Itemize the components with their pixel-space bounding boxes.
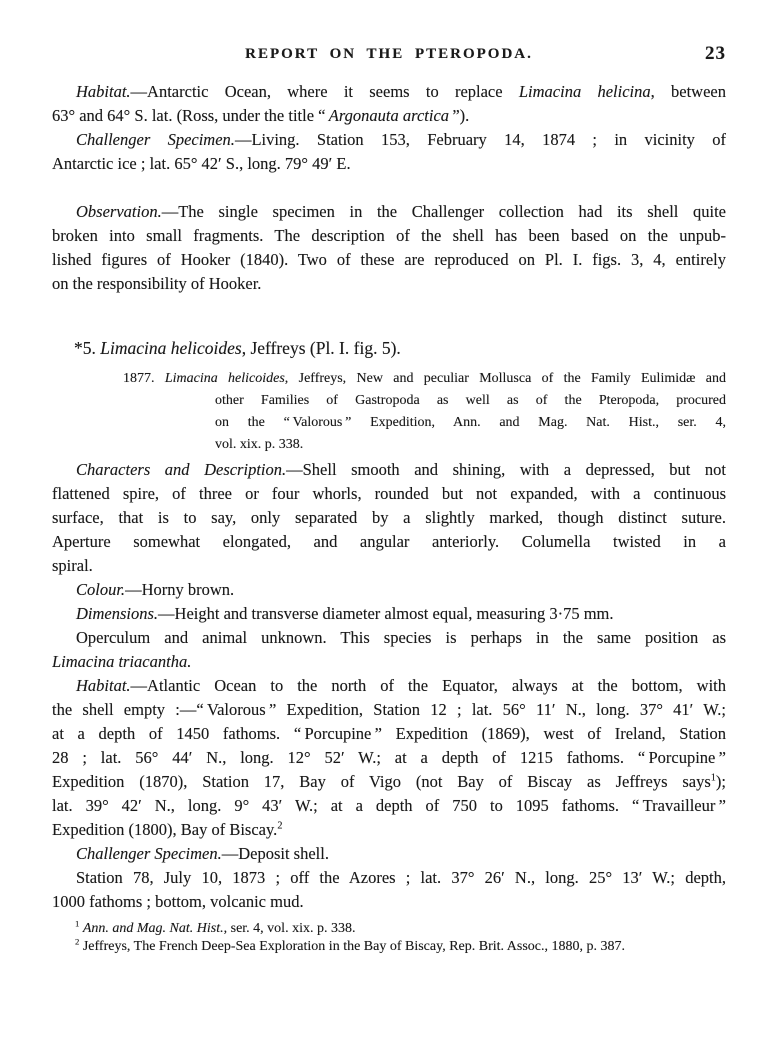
- text-segment: Operculum and animal unknown. This species is perhaps in the same position as: [76, 628, 726, 647]
- text-segment: on the “ Valorous ” Expedition, Ann. and Mag. Nat. Hist., ser. 4,: [215, 415, 726, 430]
- text-segment: , Jeffreys (Pl. I. fig. 5).: [241, 338, 401, 358]
- text-segment: Colour.: [76, 580, 126, 599]
- text-segment: Challenger Specimen.: [76, 844, 222, 863]
- text-segment: Observation.: [76, 202, 162, 221]
- text-line: [52, 128, 726, 152]
- text-line: [52, 224, 726, 248]
- text-segment: Challenger Specimen.: [76, 130, 235, 149]
- text-segment: Argonauta arctica: [328, 106, 450, 125]
- text-segment: lat. 39° 42′ N., long. 9° 43′ W.; at a depth of 750 to 1095 fathoms. “ Travailleur ”: [52, 796, 726, 815]
- para-observation: [52, 200, 726, 296]
- text-segment: —Horny brown.: [125, 580, 235, 599]
- text-line: [52, 104, 726, 128]
- text-line: [52, 842, 726, 866]
- text-segment: —Living. Station 153, February 14, 1874 ; in vicinity of: [234, 130, 726, 149]
- text-segment: Limacina helicoides: [164, 371, 285, 386]
- text-line: [52, 530, 726, 554]
- text-segment: Aperture somewhat elongated, and angular anteriorly. Columella twisted in a: [52, 532, 726, 551]
- text-segment: on the responsibility of Hooker.: [52, 274, 262, 293]
- para-colour: [52, 578, 726, 602]
- text-segment: Dimensions.: [76, 604, 159, 623]
- text-segment: 1877.: [123, 371, 165, 386]
- text-line: [52, 336, 726, 360]
- text-line: [52, 80, 726, 104]
- text-line: [52, 458, 726, 482]
- text-segment: ”).: [449, 106, 470, 125]
- text-line: [52, 746, 726, 770]
- text-segment: Station 78, July 10, 1873 ; off the Azores ; lat. 37° 26′ N., long. 25° 13′ W.; depth,: [76, 868, 726, 887]
- text-segment: lished figures of Hooker (1840). Two of these are reproduced on Pl. I. figs. 3, 4, entirely: [52, 250, 726, 269]
- text-segment: Expedition (1870), Station 17, Bay of Vigo (not Bay of Biscay as Jeffreys says: [52, 772, 711, 791]
- para-operculum: [52, 626, 726, 674]
- para-characters-description: [52, 458, 726, 578]
- text-line: [52, 554, 726, 578]
- text-line: [215, 434, 726, 456]
- text-line: [52, 890, 726, 914]
- footnotes: [52, 920, 726, 956]
- text-segment: Jeffreys, The French Deep-Sea Exploration in the Bay of Biscay, Rep. Brit. Assoc., 1880, p. 387.: [79, 939, 625, 954]
- text-segment: —The single specimen in the Challenger collection had its shell quite: [161, 202, 726, 221]
- text-segment: );: [715, 772, 726, 791]
- text-line: [52, 938, 726, 956]
- text-segment: at a depth of 1450 fathoms. “ Porcupine ” Expedition (1869), west of Ireland, Station: [52, 724, 726, 743]
- text-segment: , ser. 4, vol. xix. p. 338.: [223, 921, 356, 936]
- text-line: [52, 818, 726, 842]
- text-line: [52, 674, 726, 698]
- text-segment: 28 ; lat. 56° 44′ N., long. 12° 52′ W.; at a depth of 1215 fathoms. “ Porcupine ”: [52, 748, 726, 767]
- text-segment: Habitat.: [76, 82, 131, 101]
- text-line: [52, 866, 726, 890]
- text-line: [52, 770, 726, 794]
- footnote-marker: 1: [710, 772, 716, 784]
- para-dimensions: [52, 602, 726, 626]
- text-segment: surface, that is to say, only separated by a slightly marked, though distinct suture.: [52, 508, 726, 527]
- text-segment: Antarctic ice ; lat. 65° 42′ S., long. 79° 49′ E.: [52, 154, 351, 173]
- text-segment: Limacina triacantha.: [52, 652, 192, 671]
- text-segment: —Deposit shell.: [221, 844, 329, 863]
- text-segment: Characters and Description.: [76, 460, 287, 479]
- para-challenger-specimen-deposit: [52, 842, 726, 866]
- text-line: [52, 152, 726, 176]
- text-line: [215, 412, 726, 434]
- text-segment: flattened spire, of three or four whorls, rounded but not expanded, with a continuous: [52, 484, 726, 503]
- text-line: [52, 626, 726, 650]
- text-segment: —Antarctic Ocean, where it seems to replace: [130, 82, 519, 101]
- footnote-marker: 1: [75, 920, 80, 929]
- text-segment: *5.: [74, 338, 101, 358]
- text-line: [215, 390, 726, 412]
- text-segment: —Atlantic Ocean to the north of the Equator, always at the bottom, with: [130, 676, 726, 695]
- text-line: [52, 272, 726, 296]
- footnote-marker: 2: [277, 820, 283, 832]
- text-line: [52, 698, 726, 722]
- text-segment: Ann. and Mag. Nat. Hist.: [82, 921, 224, 936]
- text-segment: spiral.: [52, 556, 93, 575]
- para-habitat-atlantic: [52, 674, 726, 842]
- text-line: [52, 482, 726, 506]
- text-segment: Limacina helicoides: [100, 338, 242, 358]
- text-line: [52, 248, 726, 272]
- text-line: [52, 578, 726, 602]
- reference-1877: [52, 368, 726, 456]
- page-content: [52, 0, 726, 956]
- text-line: [52, 920, 726, 938]
- text-segment: Limacina helicina: [518, 82, 651, 101]
- text-segment: , between: [650, 82, 726, 101]
- text-line: [52, 506, 726, 530]
- text-segment: the shell empty :—“ Valorous ” Expedition, Station 12 ; lat. 56° 11′ N., long. 37° 41′ W.;: [52, 700, 726, 719]
- page-header-title: REPORT ON THE PTEROPODA.: [245, 46, 533, 62]
- text-segment: broken into small fragments. The description of the shell has been based on the unpub-: [52, 226, 726, 245]
- text-line: [52, 602, 726, 626]
- page-number: 23: [705, 43, 726, 64]
- text-segment: 1000 fathoms ; bottom, volcanic mud.: [52, 892, 304, 911]
- text-line: [52, 650, 726, 674]
- text-line: [52, 794, 726, 818]
- text-segment: 63° and 64° S. lat. (Ross, under the title “: [52, 106, 329, 125]
- text-segment: —Height and transverse diameter almost equal, measuring 3·75 mm.: [158, 604, 614, 623]
- text-segment: other Families of Gastropoda as well as of the Pteropoda, procured: [215, 393, 726, 408]
- text-segment: Habitat.: [76, 676, 131, 695]
- text-segment: —Shell smooth and shining, with a depressed, but not: [286, 460, 726, 479]
- species-heading: [52, 336, 726, 360]
- para-habitat-helicina: [52, 80, 726, 128]
- text-segment: vol. xix. p. 338.: [215, 437, 304, 452]
- text-line: [123, 368, 726, 390]
- para-challenger-specimen-living: [52, 128, 726, 176]
- text-segment: Expedition (1800), Bay of Biscay.: [52, 820, 278, 839]
- text-line: [52, 722, 726, 746]
- footnote-marker: 2: [75, 938, 80, 947]
- text-blocks: [52, 80, 726, 956]
- para-station-78: [52, 866, 726, 914]
- text-segment: , Jeffreys, New and peculiar Mollusca of the Family Eulimidæ and: [284, 371, 726, 386]
- running-head: [52, 44, 726, 64]
- text-line: [52, 200, 726, 224]
